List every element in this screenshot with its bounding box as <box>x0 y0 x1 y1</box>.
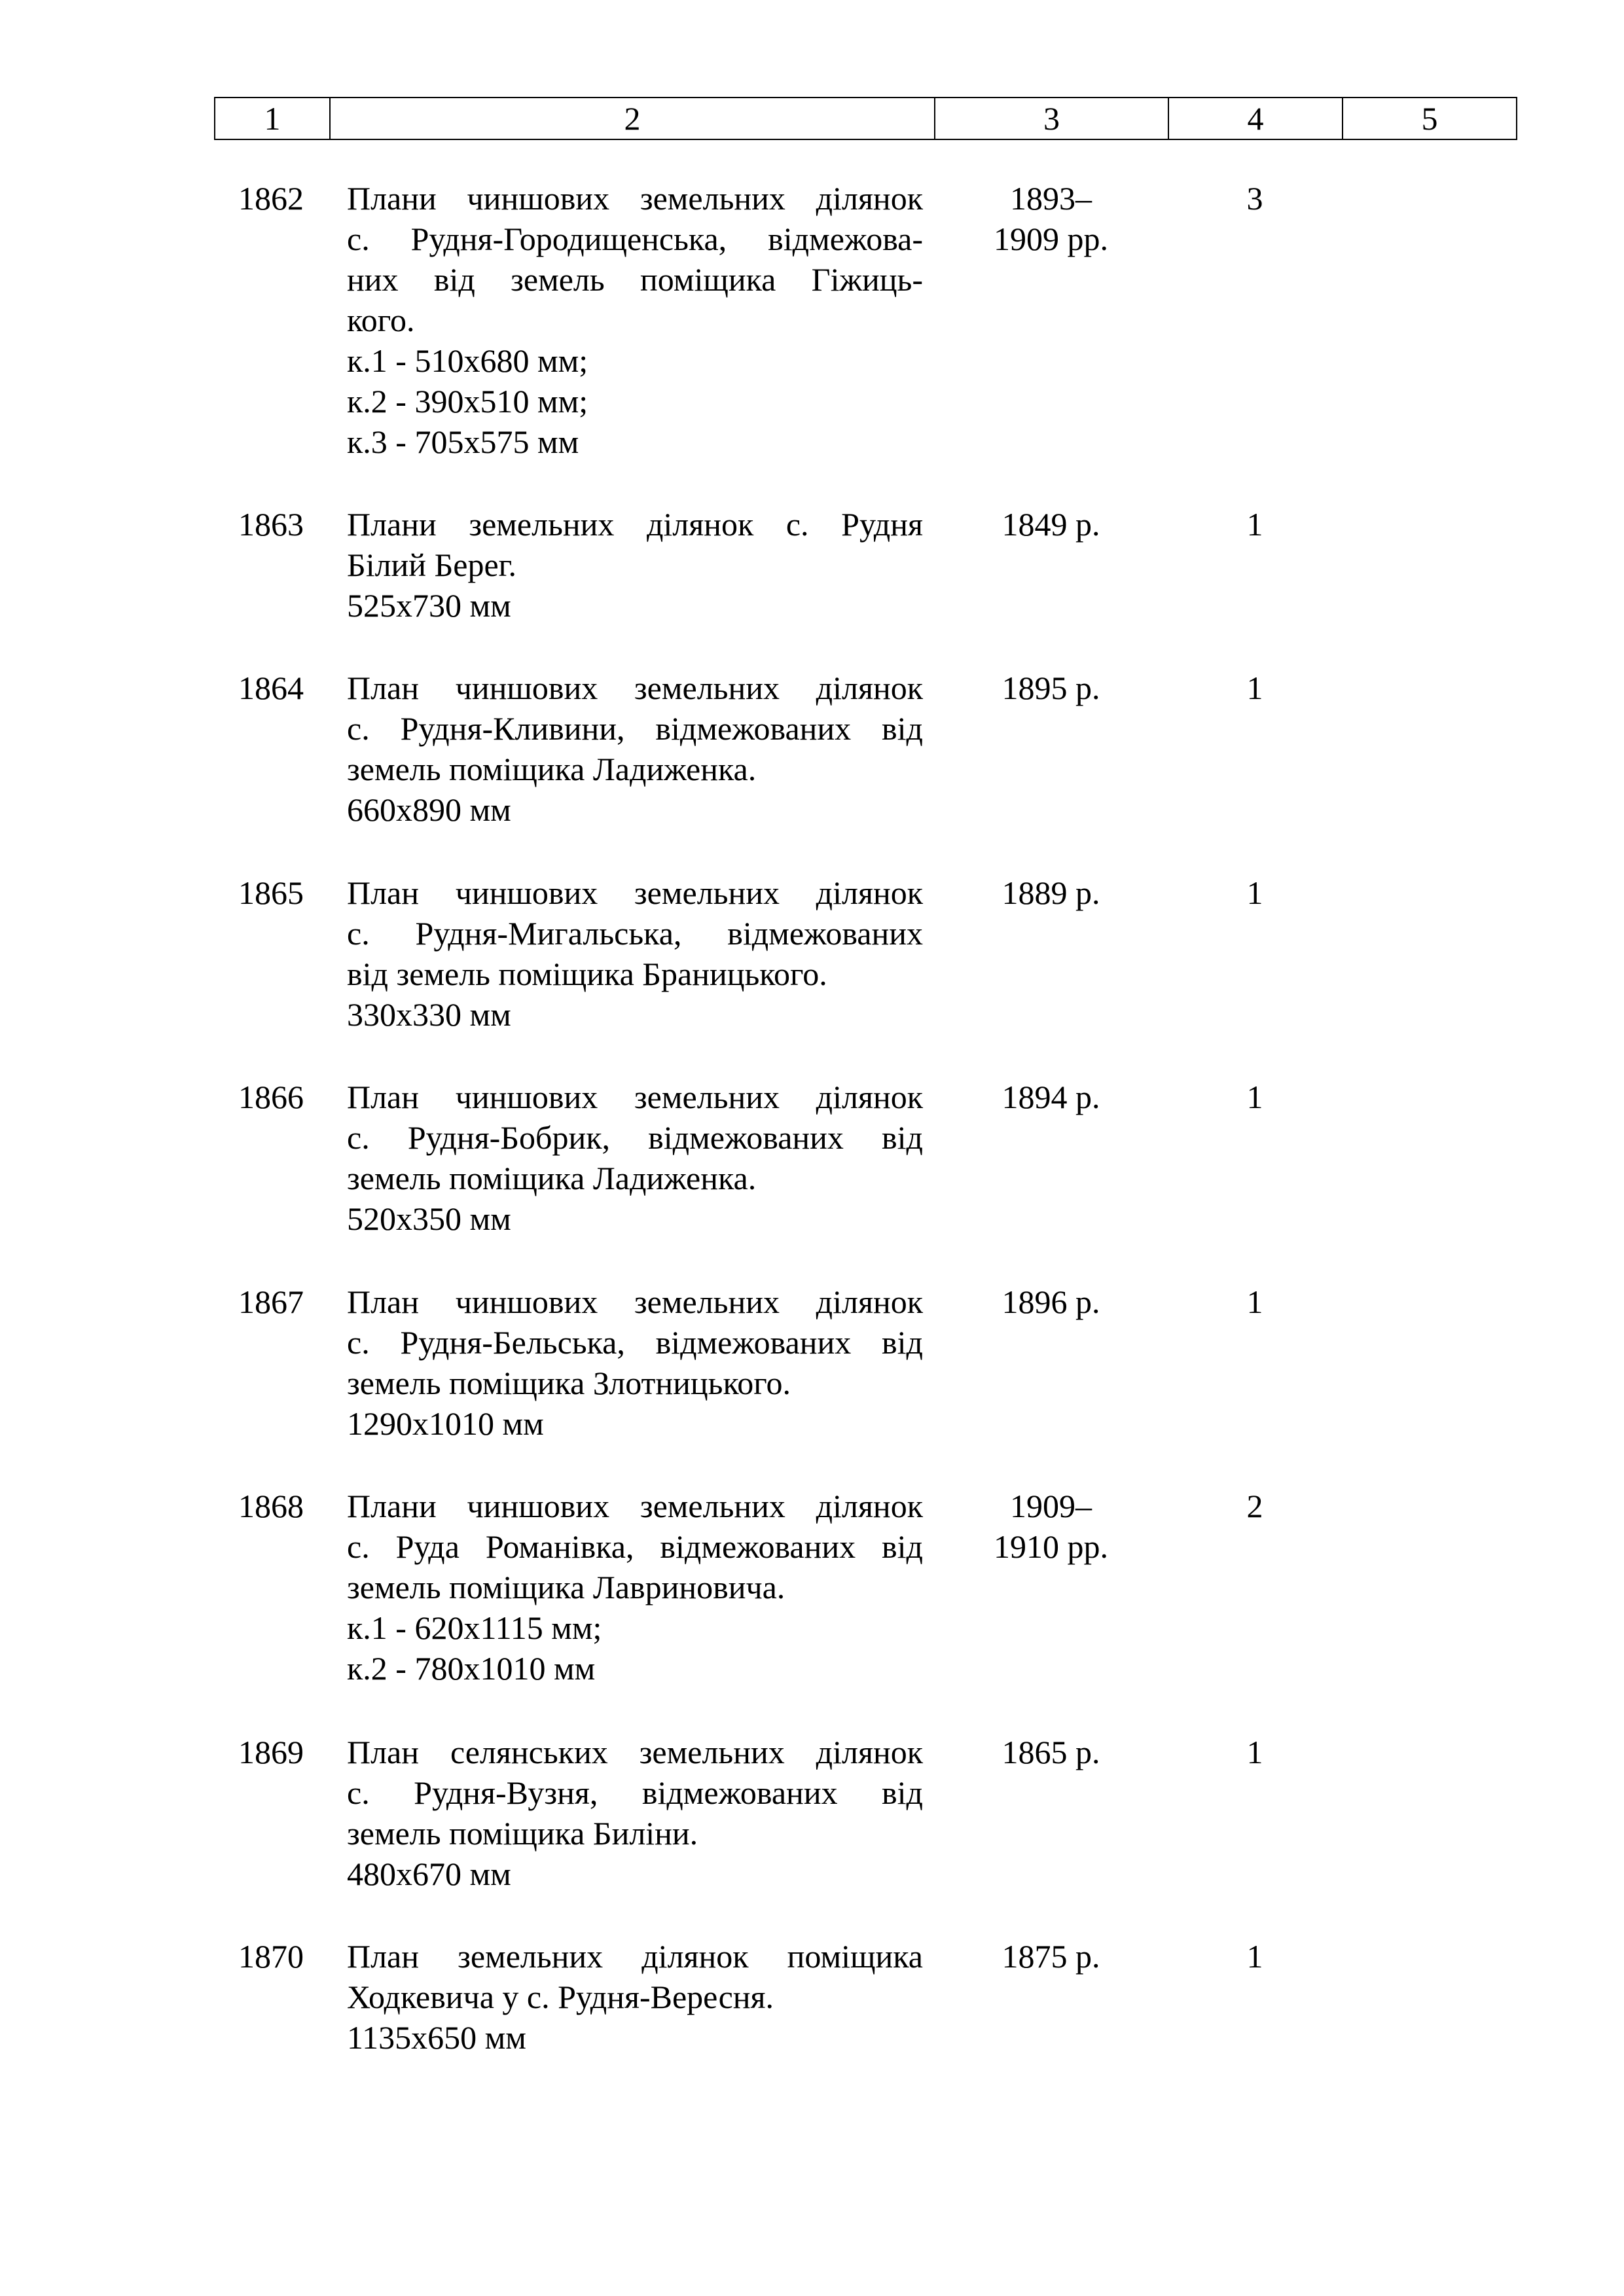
record-count: 1 <box>1246 1734 1263 1770</box>
record-description <box>347 1486 923 1689</box>
description-line: с. Рудня-Мигальська, відмежованих <box>347 915 923 952</box>
description-line: с. Рудня-Бельська, відмежованих від <box>347 1324 923 1361</box>
column-header-description: 2 <box>331 98 935 139</box>
description-line: 330х330 мм <box>347 996 511 1033</box>
record-description <box>347 1732 923 1894</box>
description-line: земель поміщика Злотницького. <box>347 1365 791 1401</box>
record-description <box>347 178 923 462</box>
record-dates <box>934 1936 1168 1977</box>
column-header-count: 4 <box>1169 98 1343 139</box>
description-line: 1135х650 мм <box>347 2019 526 2056</box>
description-line: Плани чиншових земельних ділянок <box>347 1488 923 1524</box>
description-line: від земель поміщика Браницького. <box>347 956 827 992</box>
record-number: 1866 <box>238 1079 304 1115</box>
date-line: 1909– <box>1010 1488 1092 1524</box>
record-count: 1 <box>1246 874 1263 911</box>
record-count: 1 <box>1246 1079 1263 1115</box>
description-line: к.3 - 705х575 мм <box>347 423 579 460</box>
record-count: 3 <box>1246 180 1263 217</box>
description-line: земель поміщика Биліни. <box>347 1815 698 1852</box>
date-line: 1910 рр. <box>994 1528 1108 1565</box>
description-line: к.2 - 390х510 мм; <box>347 383 588 420</box>
description-line: 480х670 мм <box>347 1856 511 1892</box>
date-line: 1849 р. <box>1001 506 1100 543</box>
record-count: 1 <box>1246 670 1263 706</box>
date-line: 1875 р. <box>1001 1938 1100 1975</box>
description-line: 525х730 мм <box>347 587 511 624</box>
description-line: земель поміщика Ладиженка. <box>347 1160 757 1196</box>
record-dates <box>934 668 1168 708</box>
description-line: Ходкевича у с. Рудня-Вересня. <box>347 1979 774 2015</box>
date-line: 1909 рр. <box>994 221 1108 257</box>
record-number: 1870 <box>238 1938 304 1975</box>
description-line: них від земель поміщика Гіжиць- <box>347 261 923 298</box>
record-count: 1 <box>1246 1938 1263 1975</box>
record-number: 1868 <box>238 1488 304 1524</box>
record-number: 1863 <box>238 506 304 543</box>
description-line: к.1 - 510х680 мм; <box>347 342 588 379</box>
description-line: с. Рудня-Городищенська, відмежова- <box>347 221 923 257</box>
column-header-number: 1 <box>215 98 331 139</box>
record-dates <box>934 1486 1168 1567</box>
description-line: Білий Берег. <box>347 547 517 583</box>
description-line: 660х890 мм <box>347 791 511 828</box>
description-line: 1290х1010 мм <box>347 1405 544 1442</box>
record-dates <box>934 178 1168 259</box>
description-line: с. Рудня-Вузня, відмежованих від <box>347 1774 923 1811</box>
record-dates <box>934 1282 1168 1322</box>
description-line: План чиншових земельних ділянок <box>347 1079 923 1115</box>
date-line: 1896 р. <box>1001 1283 1100 1320</box>
record-count: 1 <box>1246 506 1263 543</box>
description-line: к.2 - 780х1010 мм <box>347 1650 596 1687</box>
description-line: кого. <box>347 302 415 338</box>
record-count: 1 <box>1246 1283 1263 1320</box>
record-count: 2 <box>1246 1488 1263 1524</box>
description-line: к.1 - 620х1115 мм; <box>347 1609 602 1646</box>
record-dates <box>934 872 1168 913</box>
description-line: 520х350 мм <box>347 1200 511 1237</box>
record-dates <box>934 504 1168 545</box>
description-line: План чиншових земельних ділянок <box>347 874 923 911</box>
record-dates <box>934 1732 1168 1772</box>
description-line: План селянських земельних ділянок <box>347 1734 923 1770</box>
record-description <box>347 668 923 830</box>
record-number: 1864 <box>238 670 304 706</box>
record-number: 1865 <box>238 874 304 911</box>
date-line: 1893– <box>1010 180 1092 217</box>
record-description <box>347 504 923 626</box>
record-number: 1869 <box>238 1734 304 1770</box>
description-line: Плани чиншових земельних ділянок <box>347 180 923 217</box>
record-description <box>347 1936 923 2058</box>
record-description <box>347 872 923 1035</box>
column-header-dates: 3 <box>935 98 1169 139</box>
record-description <box>347 1282 923 1444</box>
column-header-notes: 5 <box>1421 100 1438 137</box>
record-dates <box>934 1077 1168 1117</box>
date-line: 1889 р. <box>1001 874 1100 911</box>
description-line: План чиншових земельних ділянок <box>347 1283 923 1320</box>
record-number: 1862 <box>238 180 304 217</box>
date-line: 1894 р. <box>1001 1079 1100 1115</box>
description-line: с. Руда Романівка, відмежованих від <box>347 1528 923 1565</box>
description-line: земель поміщика Ладиженка. <box>347 751 757 787</box>
date-line: 1895 р. <box>1001 670 1100 706</box>
description-line: План чиншових земельних ділянок <box>347 670 923 706</box>
column-header-row <box>214 97 1517 140</box>
date-line: 1865 р. <box>1001 1734 1100 1770</box>
record-description <box>347 1077 923 1239</box>
description-line: земель поміщика Лавриновича. <box>347 1569 785 1605</box>
description-line: с. Рудня-Кливини, відмежованих від <box>347 710 923 747</box>
description-line: Плани земельних ділянок с. Рудня <box>347 506 923 543</box>
description-line: План земельних ділянок поміщика <box>347 1938 923 1975</box>
description-line: с. Рудня-Бобрик, відмежованих від <box>347 1119 923 1156</box>
record-number: 1867 <box>238 1283 304 1320</box>
